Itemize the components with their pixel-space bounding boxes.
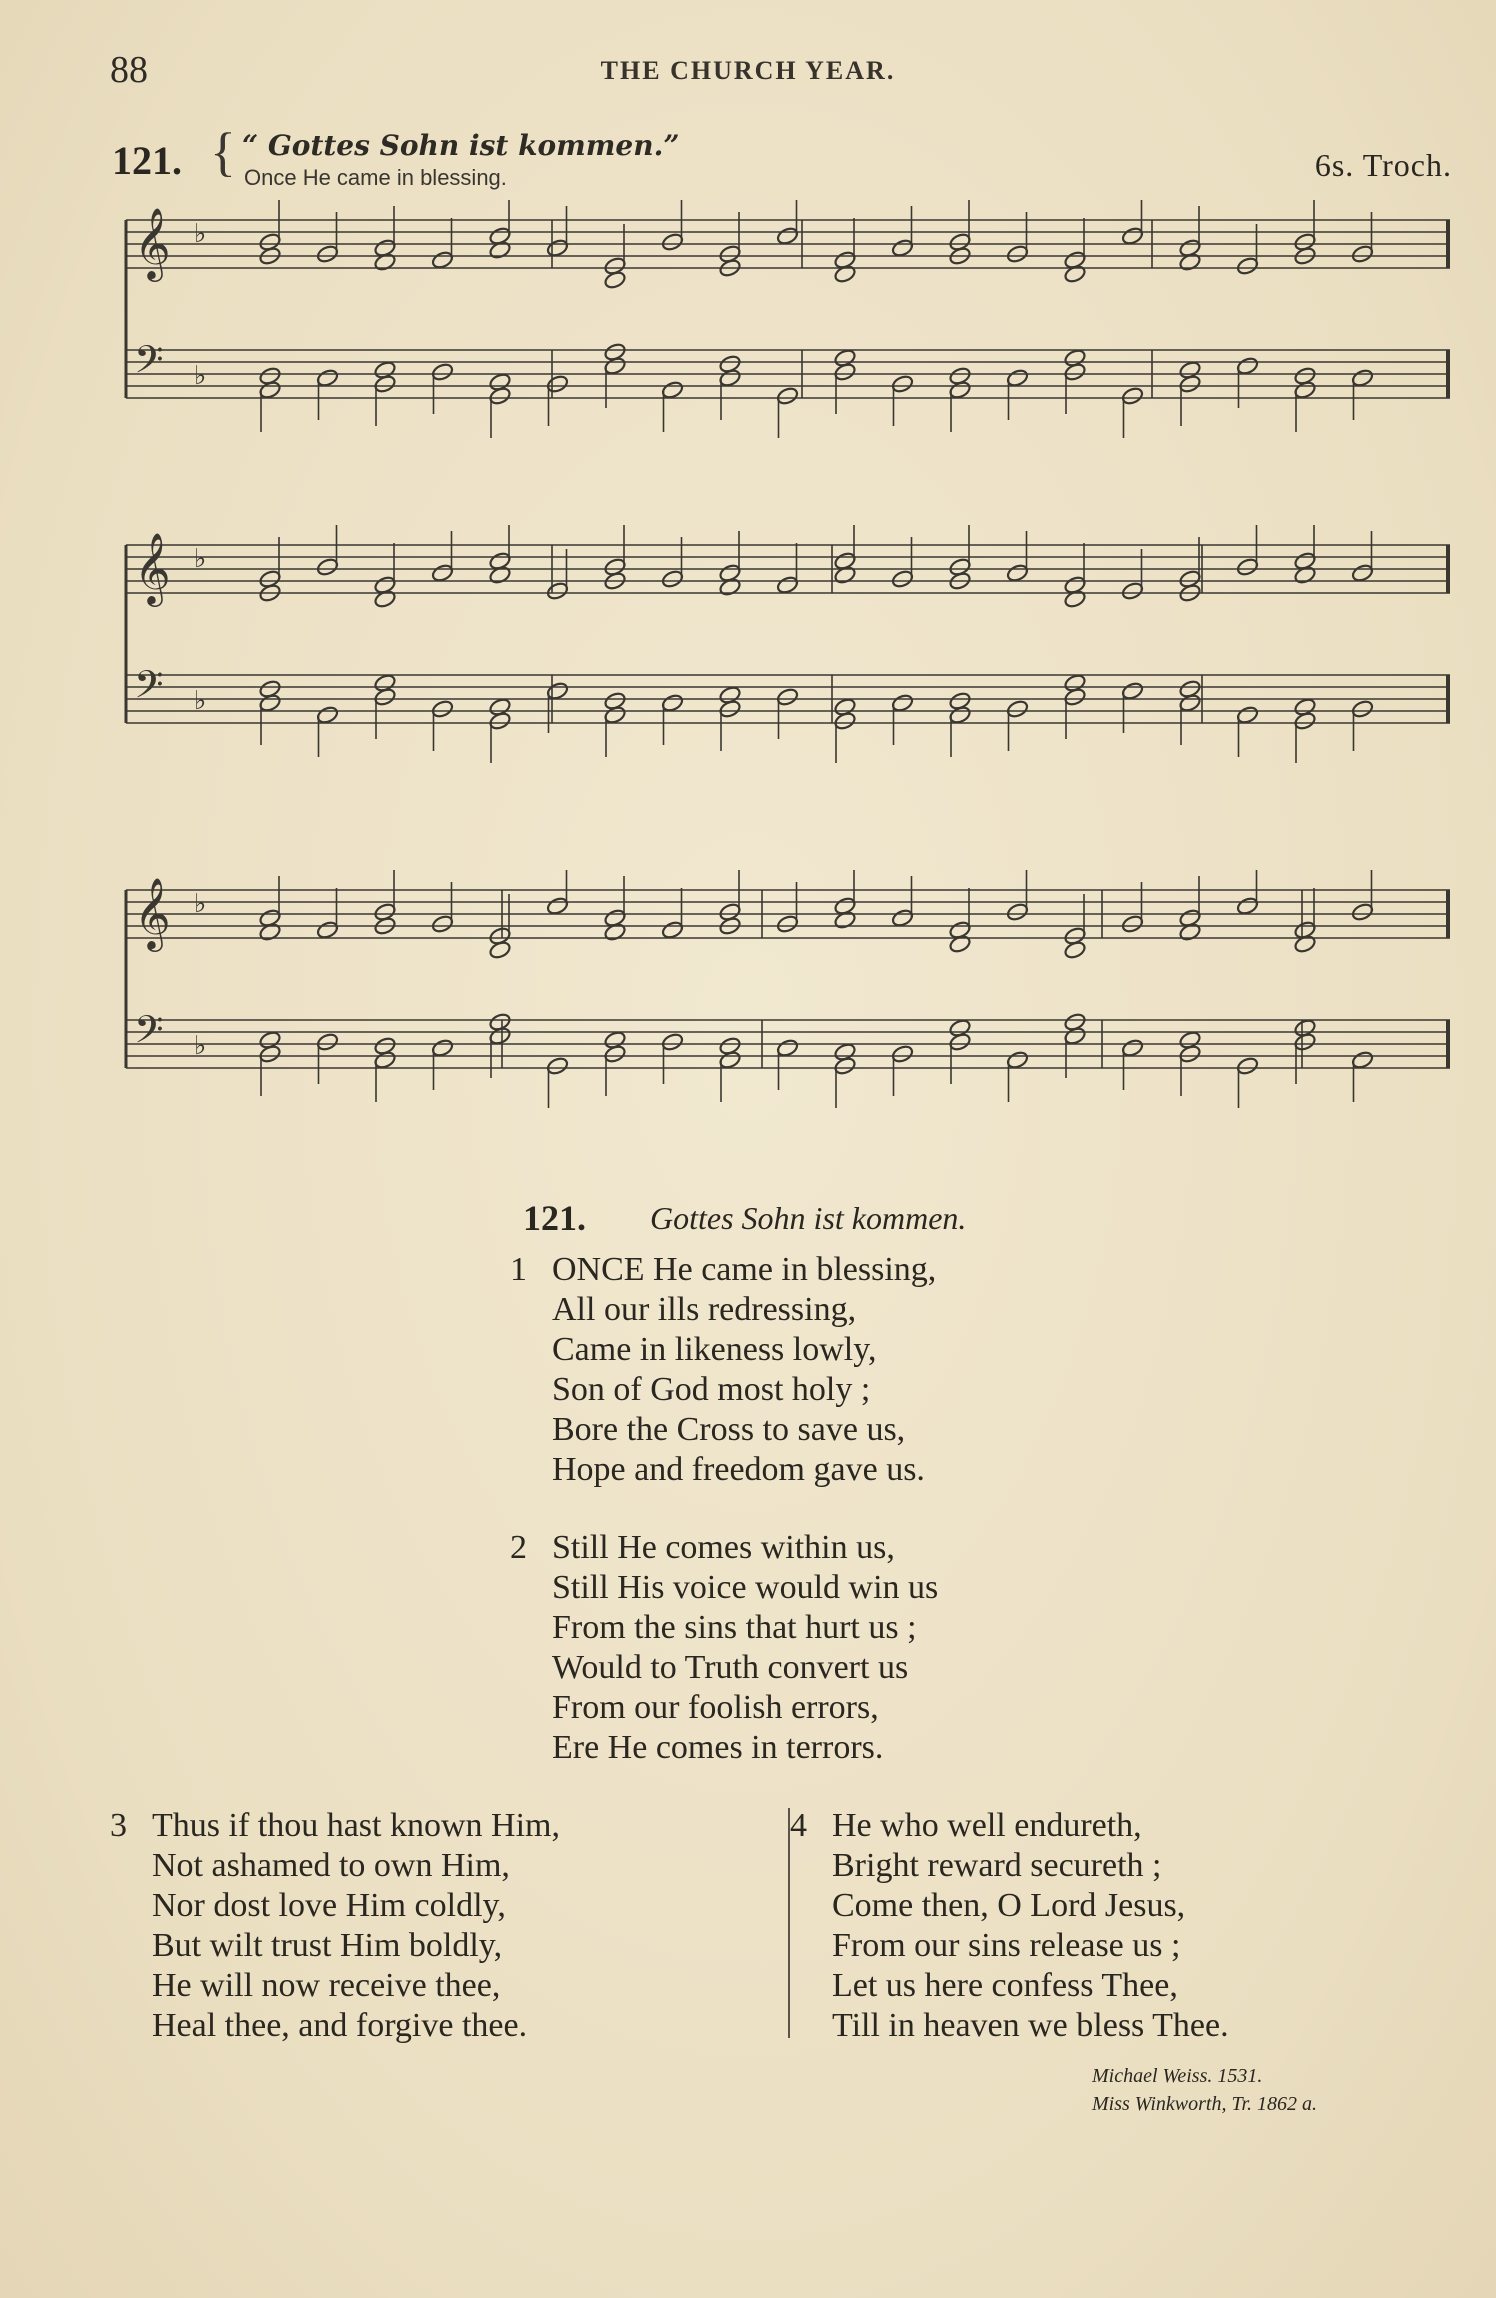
notehead <box>373 673 397 693</box>
hymn-text-title: Gottes Sohn ist kommen. <box>650 1200 967 1236</box>
notehead <box>373 252 397 272</box>
notehead <box>488 1012 512 1032</box>
translator-credit: Miss Winkworth, Tr. 1862 a. <box>1092 2093 1318 2115</box>
treble-clef-icon: 𝄞 <box>134 876 171 949</box>
notehead <box>603 922 627 942</box>
bass-clef-icon: 𝄢 <box>134 662 164 716</box>
running-head <box>0 48 1496 98</box>
flat-sign-icon: ♭ <box>194 219 207 249</box>
notehead <box>1063 673 1087 693</box>
treble-clef-icon: 𝄞 <box>134 206 171 279</box>
verse-line: Till in heaven we bless Thee. <box>832 2007 1229 2044</box>
notehead <box>603 270 627 290</box>
verse-line: Nor dost love Him coldly, <box>152 1887 506 1924</box>
notehead <box>833 565 857 585</box>
verse-line: Still He comes within us, <box>552 1529 895 1566</box>
notehead <box>373 1036 397 1056</box>
verse-line: Come then, O Lord Jesus, <box>832 1887 1186 1924</box>
notehead <box>1293 366 1317 386</box>
music-notation <box>112 870 1452 1120</box>
verse-line: Let us here confess Thee, <box>832 1967 1178 2004</box>
notehead <box>603 342 627 362</box>
notehead <box>1063 348 1087 368</box>
notehead <box>1293 934 1317 954</box>
brace-glyph: { <box>210 122 236 182</box>
notehead <box>488 697 512 717</box>
notehead <box>1178 252 1202 272</box>
running-title: THE CHURCH YEAR. <box>600 56 896 85</box>
notehead <box>1178 922 1202 942</box>
verse-line: From our sins release us ; <box>832 1927 1181 1964</box>
notehead <box>603 691 627 711</box>
score-system-3 <box>112 870 1452 1120</box>
notehead <box>1293 697 1317 717</box>
flat-sign-icon: ♭ <box>194 1031 207 1061</box>
verse-line: Thus if thou hast known Him, <box>152 1807 560 1844</box>
verse-2 <box>510 1528 939 1768</box>
hymn-text-number: 121. <box>523 1198 586 1238</box>
tune-name-english: Once He came in blessing. <box>244 165 507 190</box>
notehead <box>948 366 972 386</box>
hymn-header <box>112 122 1452 195</box>
verse-line: Would to Truth convert us <box>552 1649 909 1686</box>
notehead <box>373 360 397 380</box>
verse-line: He who well endureth, <box>832 1807 1142 1844</box>
notehead <box>1063 264 1087 284</box>
notehead <box>948 934 972 954</box>
verse-line: Son of God most holy ; <box>552 1371 871 1408</box>
page-number: 88 <box>110 49 148 91</box>
music-notation <box>112 525 1452 775</box>
verse-line: From our foolish errors, <box>552 1689 879 1726</box>
verse-line: Heal thee, and forgive thee. <box>152 2007 528 2044</box>
notehead <box>833 348 857 368</box>
notehead <box>833 264 857 284</box>
flat-sign-icon: ♭ <box>194 686 207 716</box>
bass-clef-icon: 𝄢 <box>134 1007 164 1061</box>
meter-label: 6s. Troch. <box>1314 147 1452 183</box>
notehead <box>1178 1030 1202 1050</box>
hymn-number: 121. <box>112 138 182 183</box>
bass-clef-icon: 𝄢 <box>134 337 164 391</box>
verse-line: Bright reward secureth ; <box>832 1847 1162 1884</box>
notehead <box>1293 565 1317 585</box>
verse-number: 3 <box>110 1807 127 1844</box>
verse-line: Hope and freedom gave us. <box>552 1451 925 1488</box>
verse-line: From the sins that hurt us ; <box>552 1609 917 1646</box>
notehead <box>488 240 512 260</box>
notehead <box>833 697 857 717</box>
notehead <box>948 1018 972 1038</box>
score-system-1 <box>112 200 1452 450</box>
notehead <box>258 1030 282 1050</box>
notehead <box>1063 1012 1087 1032</box>
notehead <box>258 366 282 386</box>
flat-sign-icon: ♭ <box>194 361 207 391</box>
flat-sign-icon: ♭ <box>194 544 207 574</box>
notehead <box>718 685 742 705</box>
notehead <box>258 679 282 699</box>
verse-line: All our ills redressing, <box>552 1291 857 1328</box>
credits <box>1092 2062 1317 2118</box>
verse-line: Ere He comes in terrors. <box>552 1729 884 1766</box>
verse-line: Not ashamed to own Him, <box>152 1847 510 1884</box>
verse-4 <box>790 1806 1229 2046</box>
verse-number: 2 <box>510 1529 527 1566</box>
verse-number: 1 <box>510 1251 527 1288</box>
notehead <box>258 922 282 942</box>
flat-sign-icon: ♭ <box>194 889 207 919</box>
notehead <box>1293 1018 1317 1038</box>
notehead <box>373 589 397 609</box>
verse-1 <box>510 1250 937 1490</box>
treble-clef-icon: 𝄞 <box>134 531 171 604</box>
notehead <box>488 565 512 585</box>
notehead <box>1178 360 1202 380</box>
score-system-2 <box>112 525 1452 775</box>
verse-line: Bore the Cross to save us, <box>552 1411 906 1448</box>
notehead <box>603 1030 627 1050</box>
verse-3 <box>110 1806 560 2046</box>
notehead <box>1063 589 1087 609</box>
notehead <box>488 940 512 960</box>
notehead <box>488 372 512 392</box>
music-notation <box>112 200 1452 450</box>
verse-line: He will now receive thee, <box>152 1967 501 2004</box>
notehead <box>718 577 742 597</box>
verse-line: But wilt trust Him boldly, <box>152 1927 503 1964</box>
tune-name-german: “ Gottes Sohn ist kommen.” <box>242 129 680 162</box>
verse-line: Came in likeness lowly, <box>552 1331 877 1368</box>
notehead <box>833 1042 857 1062</box>
notehead <box>948 691 972 711</box>
notehead <box>1178 679 1202 699</box>
notehead <box>1063 940 1087 960</box>
notehead <box>718 1036 742 1056</box>
notehead <box>833 910 857 930</box>
verse-line: Still His voice would win us <box>552 1569 939 1606</box>
author-credit: Michael Weiss. 1531. <box>1092 2065 1263 2087</box>
verse-line: ONCE He came in blessing, <box>552 1251 937 1288</box>
notehead <box>718 354 742 374</box>
verse-number: 4 <box>790 1807 807 1844</box>
